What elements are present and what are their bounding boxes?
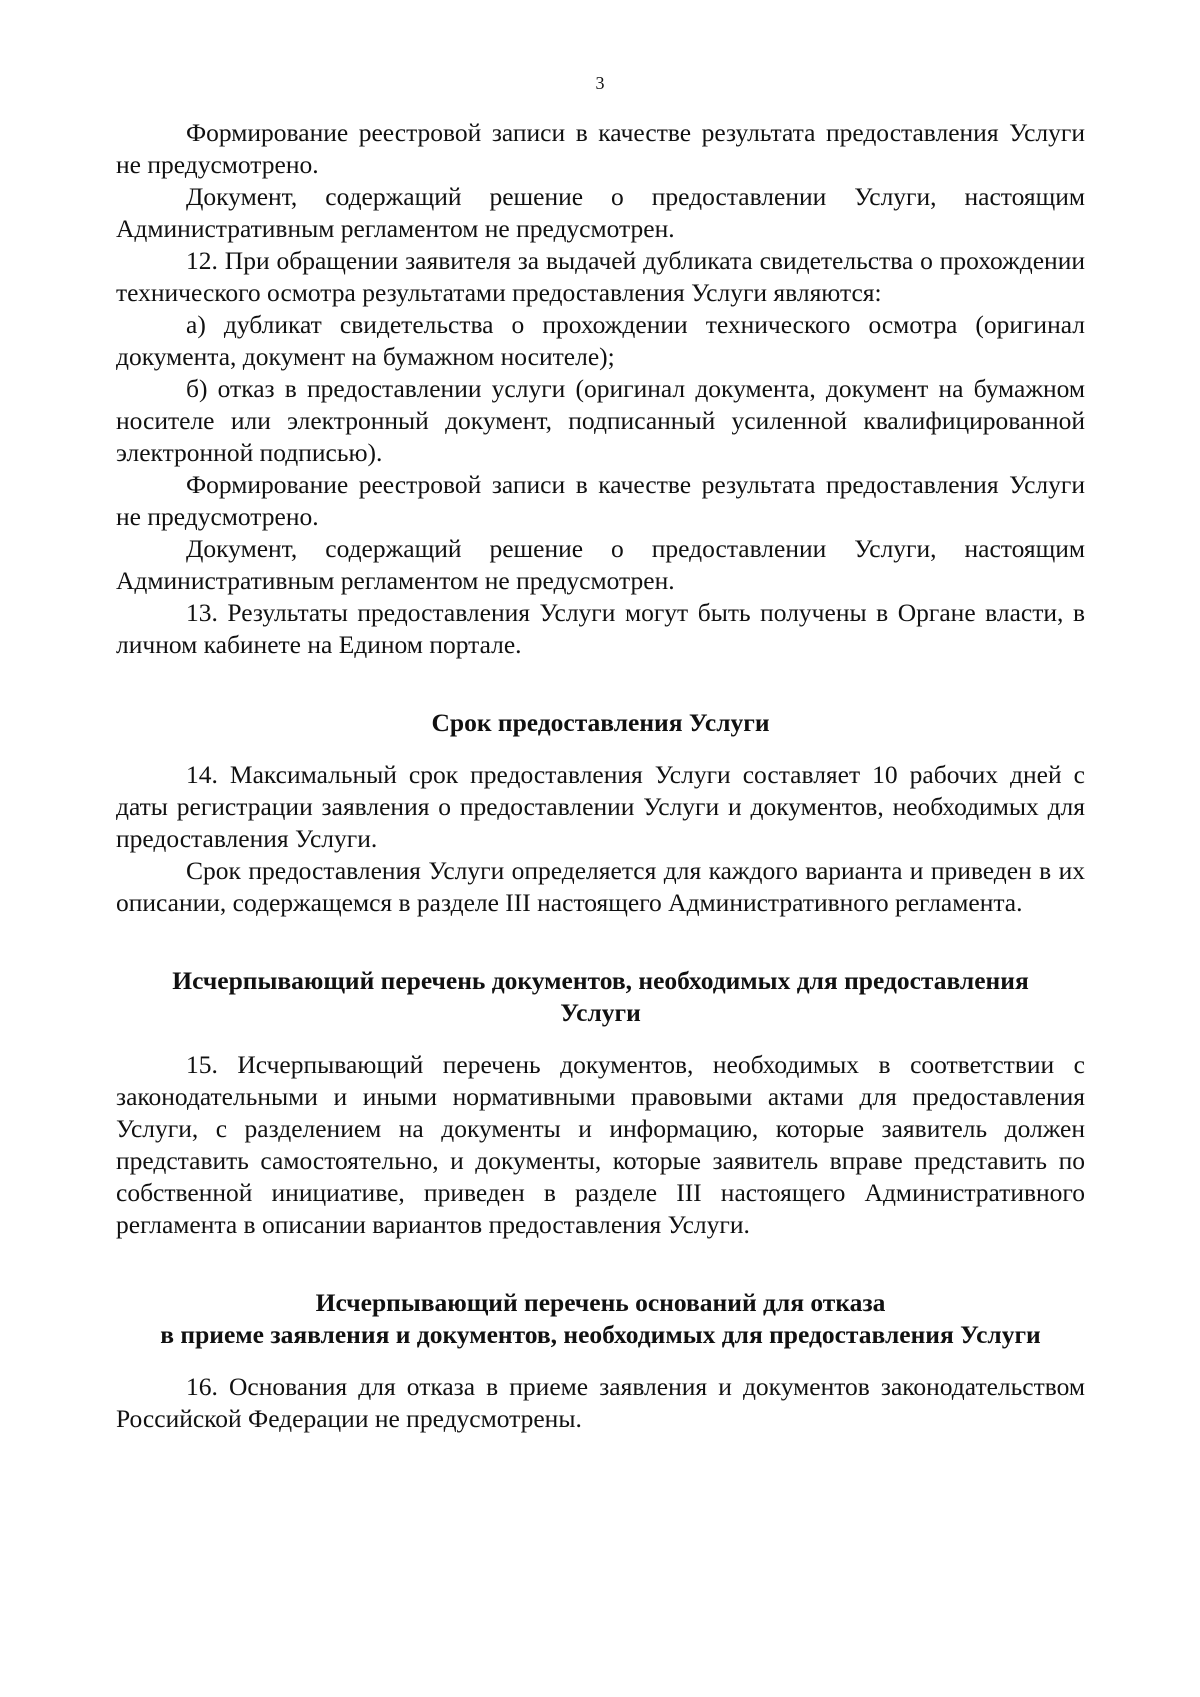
heading-line: Исчерпывающий перечень документов, необходимых для предоставления <box>172 966 1029 995</box>
paragraph: Документ, содержащий решение о предоставлении Услуги, настоящим Административным регламентом не предусмотрен. <box>116 182 1085 243</box>
paragraph: 14. Максимальный срок предоставления Услуги составляет 10 рабочих дней с даты регистрации заявления о предоставлении Услуги и документов, необходимых для предоставления Услуги. <box>116 760 1085 853</box>
section-term <box>116 707 1085 919</box>
section-refusal-grounds <box>116 1287 1085 1435</box>
paragraph: 12. При обращении заявителя за выдачей дубликата свидетельства о прохождении технического осмотра результатами предоставления Услуги являются: <box>116 246 1085 307</box>
paragraph: 15. Исчерпывающий перечень документов, необходимых в соответствии с законодательными и иными нормативными правовыми актами для предоставления Услуги, с разделением на документы и информацию, которые заявитель должен представить самостоятельно, и документы, которые заявитель вправе представить по собственной инициативе, приведен в разделе III настоящего Административного регламента в описании вариантов предоставления Услуги. <box>116 1050 1085 1239</box>
page-number: 3 <box>595 73 605 93</box>
paragraph: Формирование реестровой записи в качестве результата предоставления Услуги не предусмотрено. <box>116 118 1085 179</box>
paragraph: б) отказ в предоставлении услуги (оригинал документа, документ на бумажном носителе или электронный документ, подписанный усиленной квалифицированной электронной подписью). <box>116 374 1085 467</box>
paragraph: Срок предоставления Услуги определяется для каждого варианта и приведен в их описании, содержащемся в разделе III настоящего Административного регламента. <box>116 856 1085 917</box>
document-body <box>116 117 1085 1435</box>
paragraph: а) дубликат свидетельства о прохождении технического осмотра (оригинал документа, документ на бумажном носителе); <box>116 310 1085 371</box>
paragraph: Документ, содержащий решение о предоставлении Услуги, настоящим Административным регламентом не предусмотрен. <box>116 534 1085 595</box>
section-heading: Срок предоставления Услуги <box>431 708 770 737</box>
paragraph: 16. Основания для отказа в приеме заявления и документов законодательством Российской Федерации не предусмотрены. <box>116 1372 1085 1433</box>
section-documents-list <box>116 965 1085 1241</box>
section-heading <box>116 965 1085 1029</box>
heading-line: Исчерпывающий перечень оснований для отказа <box>315 1288 886 1317</box>
section-heading <box>116 1287 1085 1351</box>
paragraph: Формирование реестровой записи в качестве результата предоставления Услуги не предусмотрено. <box>116 470 1085 531</box>
heading-line: Услуги <box>560 998 641 1027</box>
section-results <box>116 117 1085 661</box>
heading-line: в приеме заявления и документов, необходимых для предоставления Услуги <box>160 1320 1041 1349</box>
paragraph: 13. Результаты предоставления Услуги могут быть получены в Органе власти, в личном кабинете на Едином портале. <box>116 598 1085 659</box>
